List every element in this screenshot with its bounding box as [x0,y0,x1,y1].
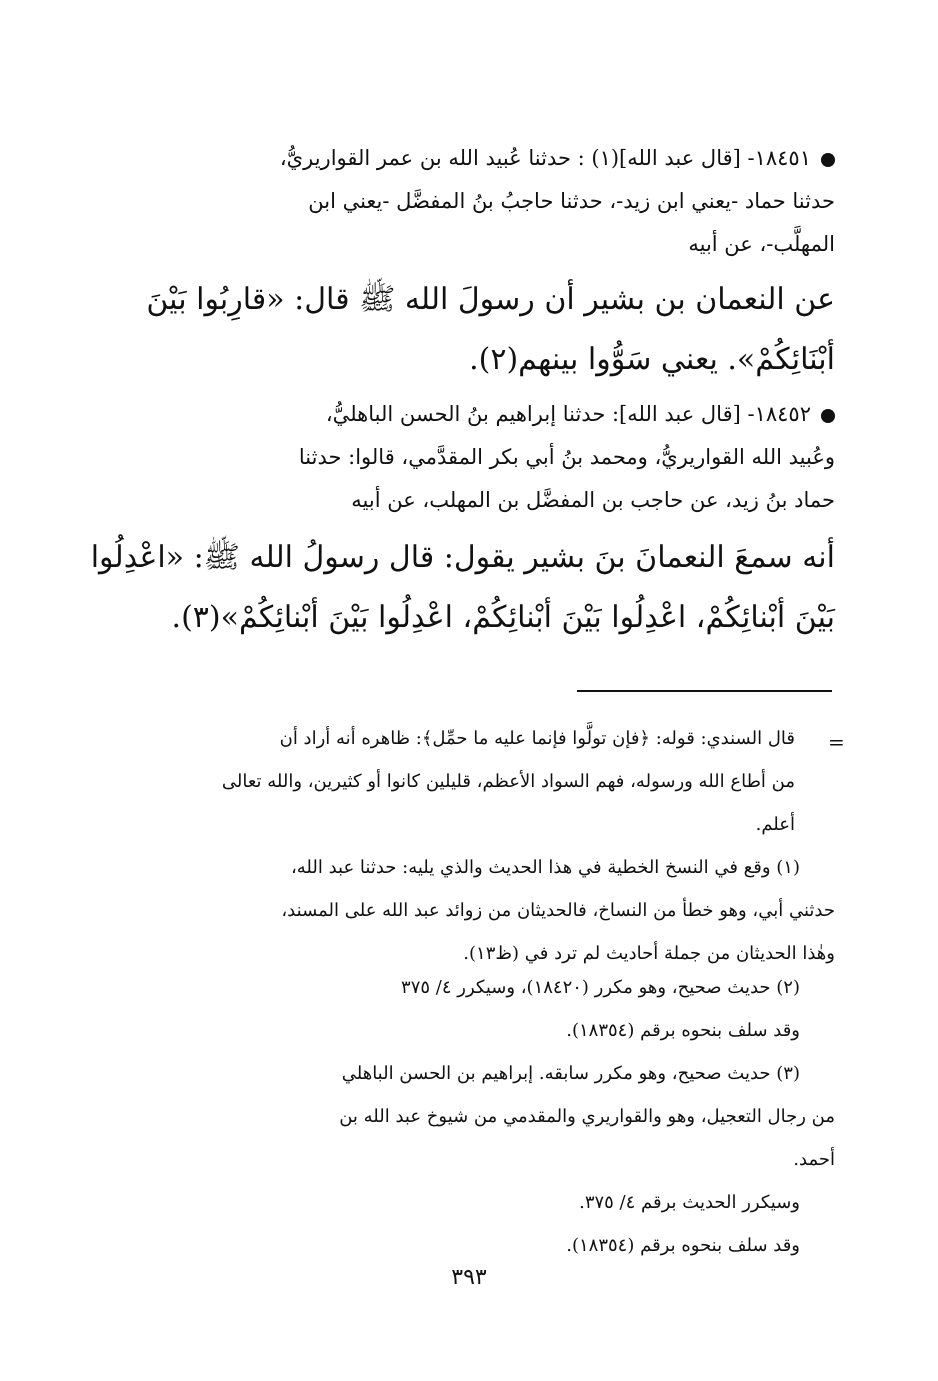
matn-line: عن النعمان بن بشير أن رسولَ الله ﷺ قال: «قارِبُوا بَيْنَ [146,282,835,317]
footnote-line: أعلم. [755,814,795,835]
footnote-line: وقد سلف بنحوه برقم (١٨٣٥٤). [566,1235,800,1256]
footnote-1 [135,846,835,975]
footnote-3 [135,1052,835,1267]
footnote-line: وقد سلف بنحوه برقم (١٨٣٥٤). [566,1020,800,1041]
footnote-line: (٢) حديث صحيح، وهو مكرر (١٨٤٢٠)، وسيكرر ٤/ ٣٧٥ [401,977,800,998]
hadith-1-matn [135,270,835,390]
matn-line: أنه سمعَ النعمانَ بنَ بشير يقول: قال رسولُ الله ﷺ: «اعْدِلُوا [90,540,835,575]
matn-line: بَيْنَ أبْنائِكُمْ، اعْدِلُوا بَيْنَ أبْنائِكُمْ، اعْدِلُوا بَيْنَ أبْنائِكُمْ»(٣). [171,600,835,635]
isnad-line: ١٨٤٥١- [قال عبد الله](١) : حدثنا عُبيد الله بن عمر القواريريُّ، [135,137,835,180]
footnote-2 [135,966,835,1052]
hadith-2-isnad [135,393,835,522]
hadith-2-matn [90,528,835,648]
footnote-line: وسيكرر الحديث برقم ٤/ ٣٧٥. [579,1192,800,1213]
footnote-line: قال السندي: قوله: ﴿فإن تولَّوا فإنما عليه ما حمِّل﴾: ظاهره أنه أراد أن [279,728,795,749]
footnote-divider [577,690,832,692]
footnote-continuation [135,717,795,846]
bullet-icon [821,409,835,423]
isnad-line: وعُبيد الله القواريريُّ، ومحمد بنُ أبي بكر المقدَّمي، قالوا: حدثنا [298,445,835,469]
bullet-icon [821,153,835,167]
footnote-line: وهٰذا الحديثان من جملة أحاديث لم ترد في (ظ١٣). [463,943,835,964]
page-number: ٣٩٣ [451,1265,487,1290]
footnote-line: (٣) حديث صحيح، وهو مكرر سابقه. إبراهيم بن الحسن الباهلي [341,1063,800,1084]
footnote-line: من أطاع الله ورسوله، فهم السواد الأعظم، قليلين كانوا أو كثيرين، والله تعالى [221,771,795,792]
hadith-1-isnad [135,137,835,266]
isnad-line: المهلَّب-، عن أبيه [688,232,835,256]
isnad-line: حدثنا حماد -يعني ابن زيد-، حدثنا حاجبُ بنُ المفضَّل -يعني ابن [308,189,835,213]
footnote-line: (١) وقع في النسخ الخطية في هذا الحديث والذي يليه: حدثنا عبد الله، [290,857,800,878]
isnad-line: حماد بنُ زيد، عن حاجب بن المفضَّل بن المهلب، عن أبيه [351,488,835,512]
continuation-mark: = [828,730,845,754]
matn-line: أبْنَائِكُمْ». يعني سَوُّوا بينهم(٢). [469,342,835,377]
footnote-line: أحمد. [793,1149,835,1170]
isnad-line: ١٨٤٥٢- [قال عبد الله]: حدثنا إبراهيم بنُ الحسن الباهليُّ، [135,393,835,436]
footnote-line: من رجال التعجيل، وهو والقواريري والمقدمي من شيوخ عبد الله بن [339,1106,835,1127]
footnote-line: حدثني أبي، وهو خطأ من النساخ، فالحديثان من زوائد عبد الله على المسند، [281,900,835,921]
